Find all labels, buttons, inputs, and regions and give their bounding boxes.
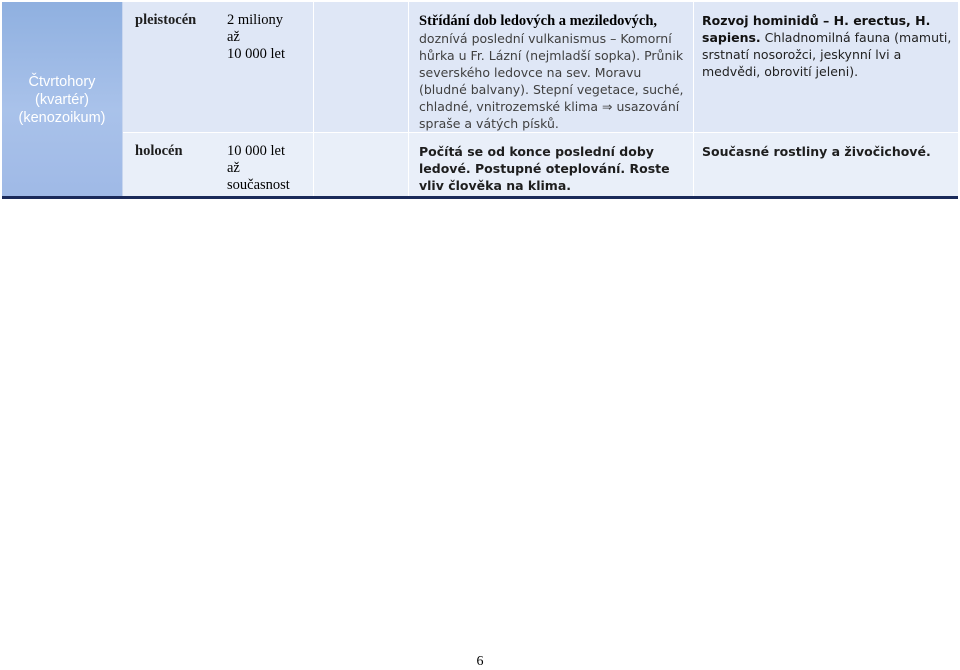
age-end: 10 000 let [227, 46, 285, 62]
era-cell [2, 2, 123, 199]
biology-text: Chladnomilná fauna (mamuti, srstnatí nosorožci, jeskynní lvi a medvědi, obrovití jeleni). [702, 30, 952, 79]
biology-lead: Rozvoj hominidů – H. erectus, H. sapiens. [702, 13, 931, 45]
geology-lead: Střídání dob ledových a meziledových, [419, 13, 658, 29]
empty-cell [314, 2, 409, 133]
era-group: (kenozoikum) [18, 110, 106, 126]
age-connector: až [227, 29, 240, 45]
age-end: současnost [227, 177, 290, 193]
age-pleistocene [219, 2, 314, 133]
age-start: 10 000 let [227, 143, 285, 159]
age-holocene [219, 133, 314, 199]
era-alt-name: (kvartér) [35, 92, 89, 108]
geology-holocene: Počítá se od konce poslední doby ledové. Postupné oteplování. Roste vliv člověka na klima. [409, 133, 694, 199]
geology-pleistocene [409, 2, 694, 133]
period-pleistocene: pleistocén [123, 2, 220, 133]
geologic-table [2, 2, 958, 199]
age-connector: až [227, 160, 240, 176]
biology-holocene: Současné rostliny a živočichové. [694, 133, 959, 199]
era-name: Čtvrtohory [28, 74, 96, 90]
biology-pleistocene [694, 2, 959, 133]
age-start: 2 miliony [227, 12, 283, 28]
period-holocene: holocén [123, 133, 220, 199]
geology-text: doznívá poslední vulkanismus – Komorní hůrka u Fr. Lázní (nejmladší sopka). Průnik severského ledovce na sev. Moravu (bludné balvany). Stepní vegetace, suché, chladné, vnitrozemské klima ⇒ usazování spraše a vátých písků. [419, 31, 684, 131]
empty-cell [314, 133, 409, 199]
page-number: 6 [476, 654, 484, 669]
table-bottom-border [2, 196, 958, 199]
